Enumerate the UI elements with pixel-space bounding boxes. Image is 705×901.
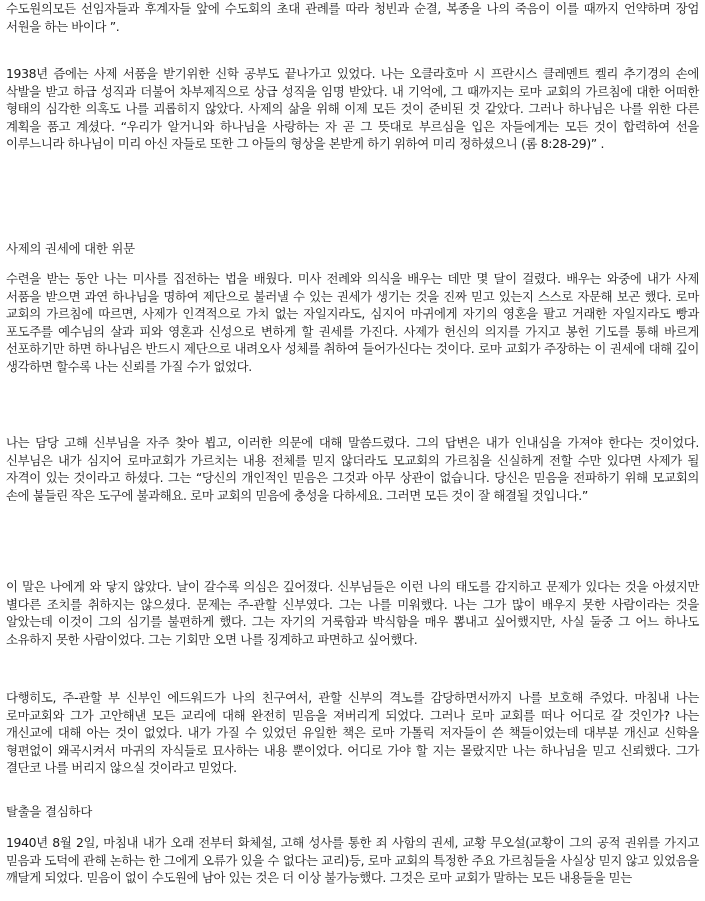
- paragraph-ordination-1938: 1938년 즘에는 사제 서품을 받기위한 신학 공부도 끝나가고 있었다. 나는 오클라호마 시 프란시스 클레멘트 켈리 추기경의 손에 삭발을 받고 하급 성직과 더불어 차부제직으로 상급 성직을 임명 받았다. 내 기억에, 그 때까지는 로마 교회의 가르침에 대한 어떠한 형태의 심각한 의혹도 나를 괴롭히지 않았다. 사제의 삶을 위해 이제 모든 것이 준비된 것 같았다. 그러나 하나님은 나를 위한 다른 계획을 품고 계셨다. “우리가 알거니와 하나님을 사랑하는 자 곧 그 뜻대로 부르심을 입은 자들에게는 모든 것이 합력하여 선을 이루느니라 하나님이 미리 아신 자들로 또한 그 아들의 형상을 본받게 하기 위하여 미리 정하셨으니 (롬 8:28-29)” .: [6, 66, 699, 151]
- paragraph-learning-mass: 수련을 받는 동안 나는 미사를 집전하는 법을 배웠다. 미사 전례와 의식을 배우는 데만 몇 달이 걸렸다. 배우는 와중에 내가 사제 서품을 받으면 과연 하나님을 명하여 제단으로 불러낼 수 있는 권세가 생기는 것을 진짜 믿고 있는지 스스로 자문해 보곤 했다. 로마 교회의 가르침에 따르면, 사제가 인격적으로 가치 없는 자일지라도, 심지어 마귀에게 자기의 영혼을 팔고 거래한 자일지라도 빵과 포도주를 예수님의 살과 피와 영혼과 신성으로 변하게 할 권세를 가진다. 사제가 헌신의 의지를 가지고 봉헌 기도를 통해 바르게 선포하기만 하면 하나님은 반드시 제단으로 내려오사 성체를 취하여 들어가신다는 것이다. 로마 교회가 주장하는 이 권세에 대해 깊이 생각하면 할수록 나는 신뢰를 가질 수가 없었다.: [6, 271, 699, 374]
- paragraph-vow-continuation: 수도원의모든 선임자들과 후계자들 앞에 수도회의 초대 관례를 따라 청빈과 순결, 복종을 나의 죽음이 이를 때까지 언약하며 장엄 서원을 하는 바이다 ”.: [6, 1, 699, 34]
- paragraph-confessor-advice: 나는 담당 고해 신부님을 자주 찾아 뵙고, 이러한 의문에 대해 말씀드렸다. 그의 답변은 내가 인내심을 가져야 한다는 것이었다. 신부님은 내가 심지어 로마교회가 가르치는 내용 전체를 믿지 않더라도 모교회의 가르침을 신실하게 전할 수만 있다면 사제가 될 자격이 있는 것이라고 하셨다. 그는 “당신의 개인적인 믿음은 그것과 아무 상관이 없습니다. 당신은 믿음을 전파하기 위해 모교회의 손에 붙들린 작은 도구에 불과해요. 로마 교회의 믿음에 충성을 다하세요. 그러면 모든 것이 잘 해결될 것입니다.”: [6, 435, 699, 503]
- paragraph-friend-protection: 다행히도, 주-관할 부 신부인 에드워드가 나의 친구여서, 관할 신부의 격노를 감당하면서까지 나를 보호해 주었다. 마침내 나는 로마교회와 그가 고안해낸 모든 교리에 대해 완전히 믿음을 져버리게 되었다. 그러나 로마 교회를 떠나 어디로 갈 것인가? 나는 개신교에 대해 아는 것이 없었다. 내가 가질 수 있었던 유일한 책은 로마 가톨릭 저자들이 쓴 책들이었는데 대부분 개신교 신학을 형편없이 왜곡시켜서 마귀의 자식들로 묘사하는 내용 뿐이었다. 어디로 가야 할 지는 몰랐지만 나는 하나님을 믿고 신뢰했다. 그가 결단코 나를 버리지 않으실 것이라고 믿었다.: [6, 690, 699, 775]
- section-heading-priestly-authority: 사제의 권세에 대한 위문: [6, 241, 135, 256]
- paragraph-august-1940: 1940년 8월 2일, 마침내 내가 오래 전부터 화체설, 고해 성사를 통한 죄 사함의 권세, 교황 무오설(교황이 그의 공적 권위를 가지고 믿음과 도덕에 관해 논하는 한 그에게 오류가 있을 수 없다는 교리)등, 로마 교회의 특정한 주요 가르침들을 사실상 믿지 않고 있었음을 깨달게 되었다. 믿음이 없이 수도원에 남아 있는 것은 더 이상 불가능했다. 그것은 로마 교회가 말하는 모든 내용들을 믿는: [6, 835, 699, 885]
- section-heading-decision-to-escape: 탈출을 결심하다: [6, 804, 93, 819]
- paragraph-growing-doubt: 이 말은 나에게 와 닿지 않았다. 날이 갈수록 의심은 깊어졌다. 신부님들은 이런 나의 태도를 감지하고 문제가 있다는 것을 아셨지만 별다른 조치를 취하지는 않으셨다. 문제는 주-관할 신부였다. 그는 나를 미워했다. 나는 그가 많이 배우지 못한 사람이라는 것을 알았는데 이것이 그의 심기를 불편하게 했다. 그는 자기의 거룩함과 박식함을 매우 뽐내고 싶어했지만, 사실 둘중 그 어느 하나도 소유하지 못한 사람이었다. 그는 기회만 오면 나를 징계하고 파면하고 싶어했다.: [6, 579, 699, 647]
